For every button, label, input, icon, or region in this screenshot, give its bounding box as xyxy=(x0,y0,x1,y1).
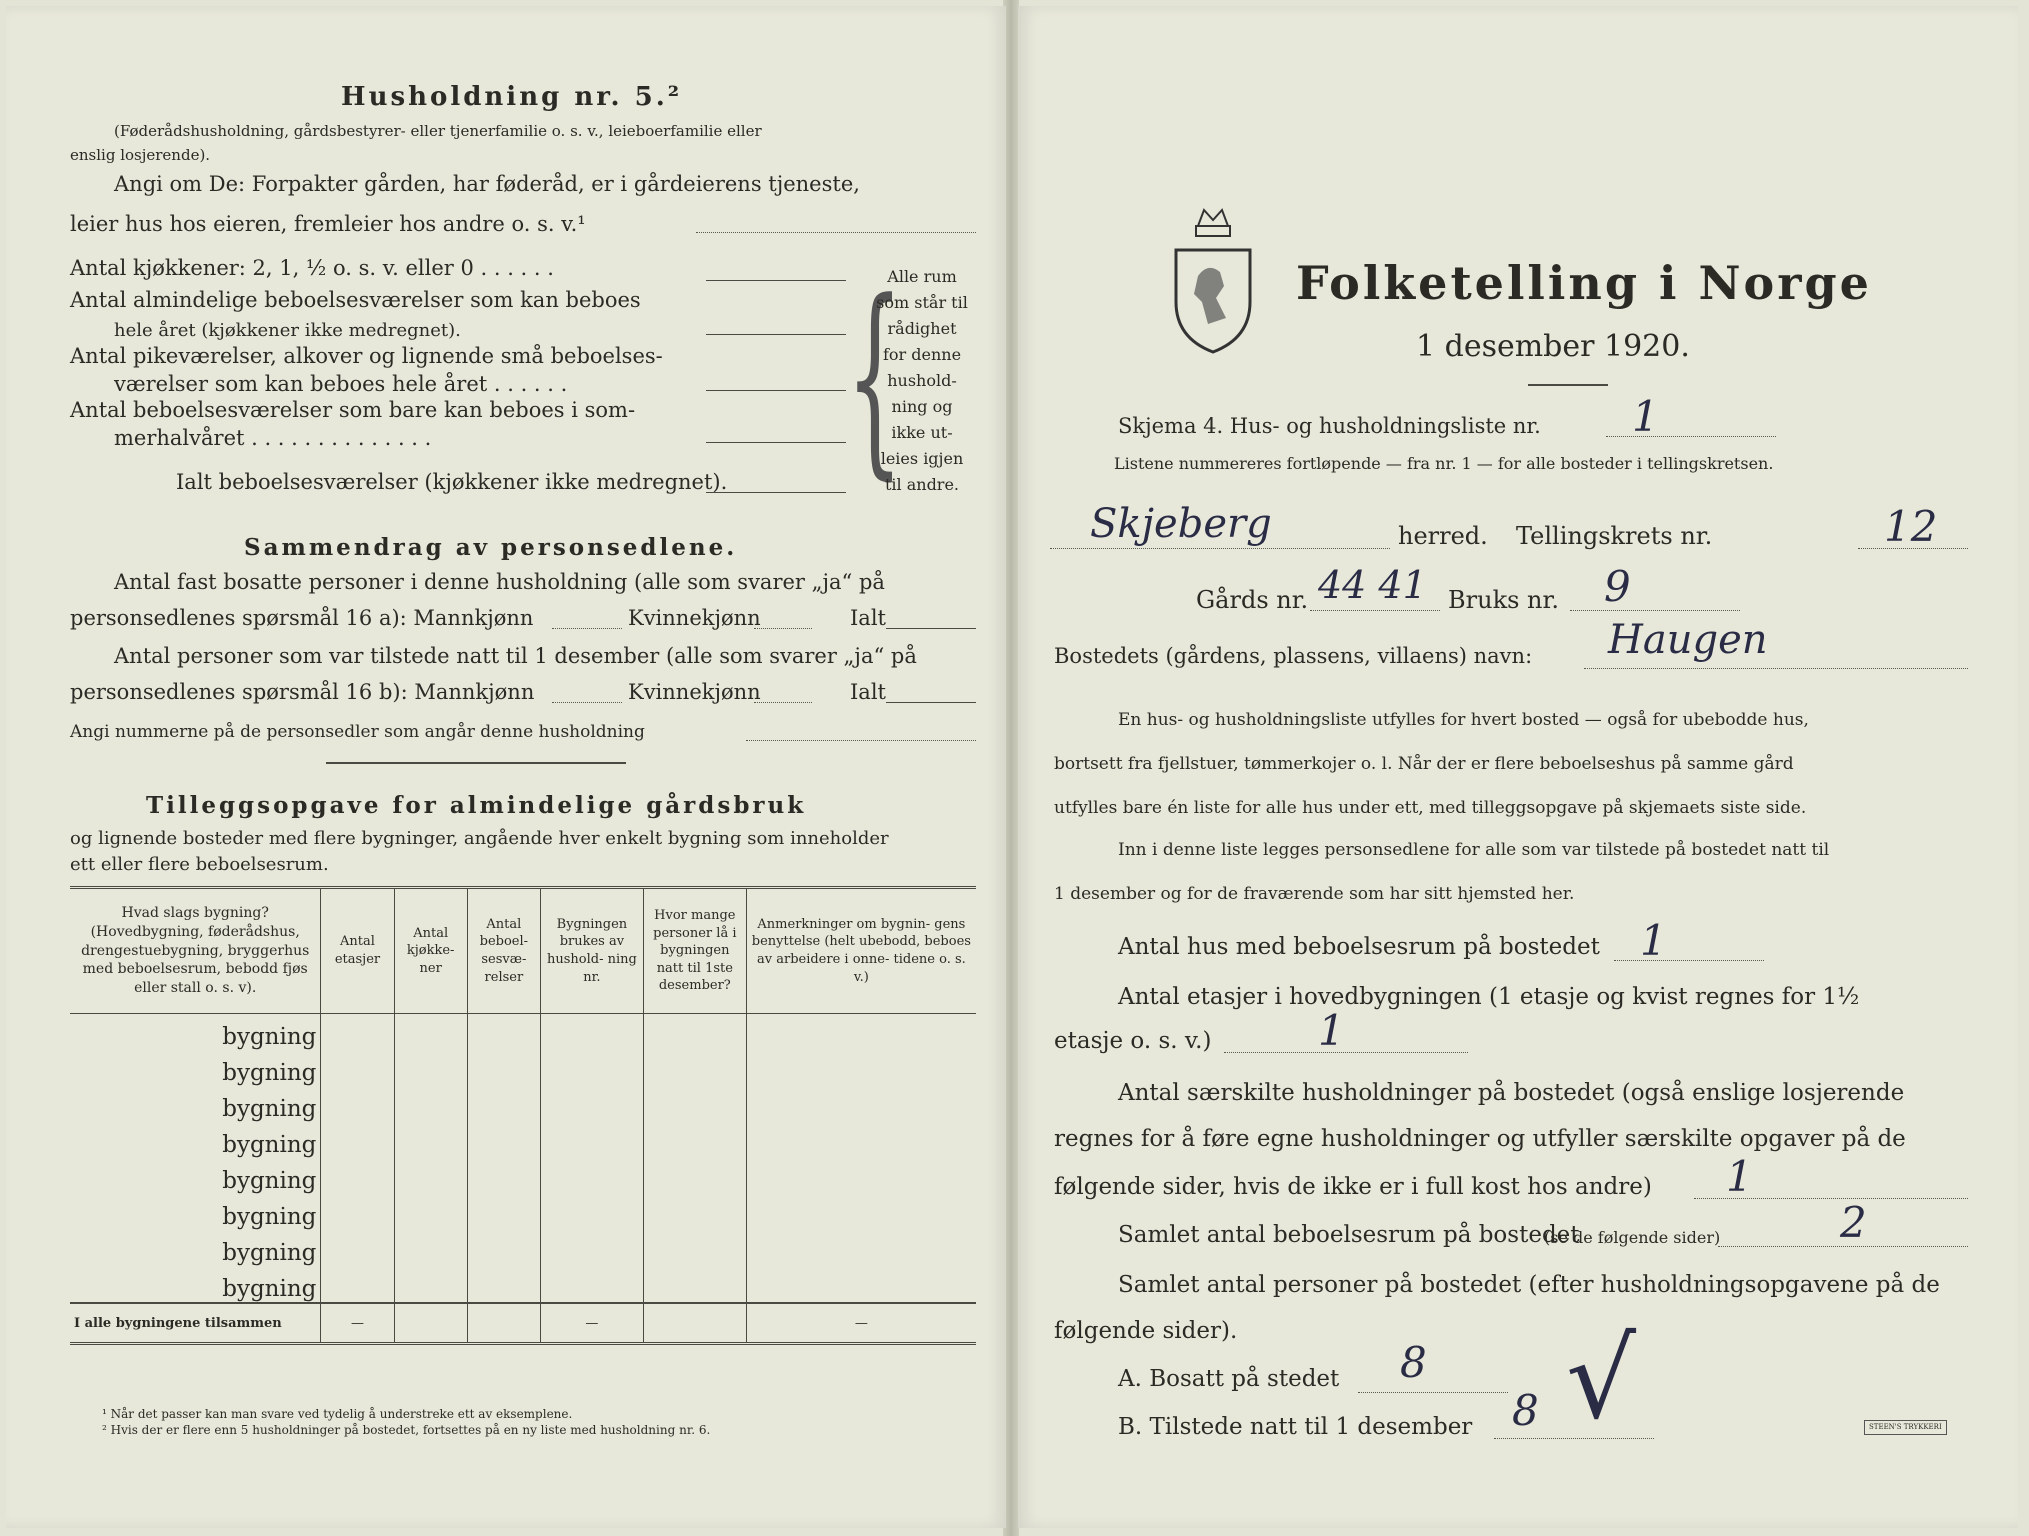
q-hush-value[interactable]: 1 xyxy=(1726,1152,1753,1201)
q-etasjer-line-1: Antal etasjer i hovedbygningen (1 etasje og kvist regnes for 1½ xyxy=(1118,984,1860,1010)
building-type-cell[interactable]: bygning xyxy=(222,1132,317,1158)
bosatt-fill-line xyxy=(1358,1392,1508,1393)
q-rum-note: (se de følgende sider) xyxy=(1544,1228,1721,1247)
table-cell[interactable] xyxy=(321,1266,394,1303)
rooms-line-sommer-2: merhalvåret . . . . . . . . . . . . . . xyxy=(114,426,432,450)
table-cell[interactable] xyxy=(540,1086,643,1122)
table-cell[interactable] xyxy=(746,1122,976,1158)
table-cell[interactable] xyxy=(746,1050,976,1086)
brace-note-line: Alle rum xyxy=(887,267,957,286)
col-header-building-type: Hvad slags bygning? (Hovedbygning, føderådshus, drengestuebygning, bryggerhus med beboelsesrum, bebodd fjøs eller stall o. s. v). xyxy=(81,904,310,997)
form-date: 1 desember 1920. xyxy=(1416,329,1690,364)
table-cell[interactable] xyxy=(394,1266,467,1303)
total-cell[interactable]: — xyxy=(321,1303,394,1344)
ialt-label-2: Ialt xyxy=(850,680,886,704)
bruks-fill-line xyxy=(1570,610,1740,611)
summary-line-4: personsedlenes spørsmål 16 b): Mannkjønn xyxy=(70,680,535,704)
table-cell[interactable] xyxy=(540,1014,643,1051)
summary-line-2: personsedlenes spørsmål 16 a): Mannkjønn xyxy=(70,606,534,630)
angi-nummerne-fill xyxy=(746,740,976,741)
instruction-line-4: Inn i denne liste legges personsedlene for alle som var tilstede på bostedet natt til xyxy=(1118,840,1830,860)
rooms-fill-3 xyxy=(706,390,846,391)
q-etasjer-fill-line xyxy=(1224,1052,1468,1053)
table-cell[interactable] xyxy=(321,1014,394,1051)
building-type-cell[interactable]: bygning xyxy=(222,1024,317,1050)
table-cell[interactable] xyxy=(467,1158,540,1194)
bosatt-label: A. Bosatt på stedet xyxy=(1118,1366,1340,1392)
total-cell[interactable] xyxy=(643,1303,746,1344)
table-row xyxy=(70,1014,976,1051)
table-cell[interactable] xyxy=(321,1230,394,1266)
instruction-line-1: En hus- og husholdningsliste utfylles for hvert bosted — også for ubebodde hus, xyxy=(1118,710,1809,730)
skjema-label: Skjema 4. Hus- og husholdningsliste nr. xyxy=(1118,414,1541,438)
q-rum-value[interactable]: 2 xyxy=(1840,1198,1867,1247)
table-row xyxy=(70,1050,976,1086)
kvinnekjonn-fill-1 xyxy=(754,628,812,629)
household-note-line-1: (Føderådshusholdning, gårdsbestyrer- eller tjenerfamilie o. s. v., leieboerfamilie eller xyxy=(114,122,762,140)
skjema-value[interactable]: 1 xyxy=(1632,392,1659,441)
table-cell[interactable] xyxy=(540,1122,643,1158)
table-cell[interactable] xyxy=(321,1122,394,1158)
q-pers-line-2: følgende sider). xyxy=(1054,1318,1238,1344)
table-cell[interactable] xyxy=(540,1266,643,1303)
section-divider xyxy=(326,762,626,764)
table-cell[interactable] xyxy=(643,1194,746,1230)
tillegg-line-1: og lignende bosteder med flere bygninger, angående hver enkelt bygning som inneholder xyxy=(70,828,889,849)
table-cell[interactable] xyxy=(746,1158,976,1194)
footnote-2: ² Hvis der er flere enn 5 husholdninger på bostedet, fortsettes på en ny liste med husholdning nr. 6. xyxy=(102,1423,711,1437)
right-page xyxy=(1018,6,2018,1528)
q-hush-line-1: Antal særskilte husholdninger på bostedet (også enslige losjerende xyxy=(1118,1080,1905,1106)
angi-line-1: Angi om De: Forpakter gården, har føderåd, er i gårdeierens tjeneste, xyxy=(114,172,860,196)
rooms-fill-1 xyxy=(706,280,846,281)
rooms-line-helearet: hele året (kjøkkener ikke medregnet). xyxy=(114,320,461,341)
instruction-line-3: utfylles bare én liste for alle hus under ett, med tilleggsopgave på skjemaets siste side. xyxy=(1054,798,1807,818)
mannkjonn-fill-1 xyxy=(552,628,622,629)
table-total-row xyxy=(70,1303,976,1344)
table-cell[interactable] xyxy=(643,1266,746,1303)
rooms-line-sommer: Antal beboelsesværelser som bare kan beboes i som- xyxy=(70,398,636,422)
table-cell[interactable] xyxy=(643,1122,746,1158)
table-header-row xyxy=(70,888,976,1014)
q-hus-fill-line xyxy=(1614,960,1764,961)
tellingskrets-value[interactable]: 12 xyxy=(1884,502,1938,551)
tillegg-title: Tilleggsopgave for almindelige gårdsbruk xyxy=(146,792,807,819)
brace-note-line: for denne xyxy=(882,345,962,364)
table-cell[interactable] xyxy=(467,1050,540,1086)
herred-label: herred. xyxy=(1398,522,1488,550)
title-divider xyxy=(1528,384,1608,386)
table-cell[interactable] xyxy=(746,1266,976,1303)
ialt-label-1: Ialt xyxy=(850,606,886,630)
rooms-fill-4 xyxy=(706,442,846,443)
brace-note xyxy=(872,264,972,498)
table-cell[interactable] xyxy=(394,1194,467,1230)
total-cell[interactable]: — xyxy=(746,1303,976,1344)
tellingskrets-label: Tellingskrets nr. xyxy=(1516,522,1713,550)
table-cell[interactable] xyxy=(394,1014,467,1051)
angi-nummerne: Angi nummerne på de personsedler som angår denne husholdning xyxy=(70,722,645,742)
brace-note-line: rådighet xyxy=(887,319,957,338)
kvinnekjonn-label-2: Kvinnekjønn xyxy=(628,680,761,704)
table-row xyxy=(70,1158,976,1194)
table-row xyxy=(70,1230,976,1266)
table-cell[interactable] xyxy=(394,1086,467,1122)
bruks-value[interactable]: 9 xyxy=(1604,562,1631,611)
table-cell[interactable] xyxy=(540,1050,643,1086)
table-cell[interactable] xyxy=(643,1230,746,1266)
total-cell[interactable] xyxy=(467,1303,540,1344)
table-cell[interactable] xyxy=(394,1230,467,1266)
listene-note: Listene nummereres fortløpende — fra nr. 1 — for alle bosteder i tellingskretsen. xyxy=(1114,454,1774,473)
brace-note-line: som står til xyxy=(876,293,968,312)
q-pers-line-1: Samlet antal personer på bostedet (efter husholdningsopgavene på de xyxy=(1118,1272,1940,1298)
gards-fill-line xyxy=(1310,610,1440,611)
table-cell[interactable] xyxy=(321,1050,394,1086)
table-cell[interactable] xyxy=(746,1014,976,1051)
tilstede-label: B. Tilstede natt til 1 desember xyxy=(1118,1414,1473,1440)
coat-of-arms-icon xyxy=(1168,206,1258,356)
building-type-cell[interactable]: bygning xyxy=(222,1204,317,1230)
building-type-cell[interactable]: bygning xyxy=(222,1240,317,1266)
col-header-remarks: Anmerkninger om bygnin- gens benyttelse (helt ubebodd, beboes av arbeidere i onne- tidene o. s. v.) xyxy=(746,888,976,1014)
table-cell[interactable] xyxy=(746,1230,976,1266)
summary-line-3: Antal personer som var tilstede natt til 1 desember (alle som svarer „ja“ på xyxy=(114,644,917,668)
printer-stamp: STEEN'S TRYKKERI xyxy=(1864,1420,1947,1435)
table-cell[interactable] xyxy=(321,1086,394,1122)
q-etasjer-value[interactable]: 1 xyxy=(1318,1006,1345,1055)
mannkjonn-fill-2 xyxy=(552,702,622,703)
gards-label: Gårds nr. xyxy=(1196,586,1309,614)
table-cell[interactable] xyxy=(746,1194,976,1230)
instruction-line-2: bortsett fra fjellstuer, tømmerkojer o. l. Når der er flere beboelseshus på samme gård xyxy=(1054,754,1794,774)
table-cell[interactable] xyxy=(321,1194,394,1230)
form-title: Folketelling i Norge xyxy=(1296,256,1872,310)
table-cell[interactable] xyxy=(643,1050,746,1086)
q-hush-line-3: følgende sider, hvis de ikke er i full kost hos andre) xyxy=(1054,1174,1652,1200)
q-hus-label: Antal hus med beboelsesrum på bostedet xyxy=(1118,934,1600,960)
gards-value[interactable]: 44 41 xyxy=(1318,563,1427,607)
household-title: Husholdning nr. 5.² xyxy=(341,82,683,112)
col-header-persons: Hvor mange personer lå i bygningen natt til 1ste desember? xyxy=(643,888,746,1014)
col-header-household-nr: Bygningen brukes av hushold- ning nr. xyxy=(540,888,643,1014)
brace-note-line: til andre. xyxy=(884,475,960,494)
brace-symbol: { xyxy=(846,257,904,500)
brace-note-line: hushold- xyxy=(887,371,957,390)
table-cell[interactable] xyxy=(643,1086,746,1122)
building-type-cell[interactable]: bygning xyxy=(222,1276,317,1302)
angi-fill-line xyxy=(696,232,976,233)
table-row xyxy=(70,1086,976,1122)
bostedets-fill-line xyxy=(1584,668,1968,669)
building-type-cell[interactable]: bygning xyxy=(222,1168,317,1194)
buildings-table xyxy=(70,886,976,1345)
brace-note-line: ikke ut- xyxy=(891,423,953,442)
table-cell[interactable] xyxy=(540,1230,643,1266)
kvinnekjonn-fill-2 xyxy=(754,702,812,703)
table-cell[interactable] xyxy=(643,1158,746,1194)
summary-line-1: Antal fast bosatte personer i denne husholdning (alle som svarer „ja“ på xyxy=(114,570,885,594)
instruction-line-5: 1 desember og for de fraværende som har sitt hjemsted her. xyxy=(1054,884,1575,904)
rooms-line-pike-2: værelser som kan beboes hele året . . . . . . xyxy=(114,372,568,396)
left-page xyxy=(6,6,1006,1528)
rooms-fill-2 xyxy=(706,334,846,335)
herred-value[interactable]: Skjeberg xyxy=(1090,501,1272,547)
bruks-label: Bruks nr. xyxy=(1448,586,1559,614)
table-row xyxy=(70,1194,976,1230)
table-cell[interactable] xyxy=(467,1086,540,1122)
household-note-line-2: enslig losjerende). xyxy=(70,146,211,164)
ialt-rooms-fill xyxy=(706,492,846,493)
kvinnekjonn-label-1: Kvinnekjønn xyxy=(628,606,761,630)
tilstede-value[interactable]: 8 xyxy=(1512,1386,1539,1435)
table-cell[interactable] xyxy=(467,1194,540,1230)
ialt-rooms-label: Ialt beboelsesværelser (kjøkkener ikke medregnet). xyxy=(176,470,728,494)
col-header-kjokkener: Antal kjøkke- ner xyxy=(394,888,467,1014)
table-cell[interactable] xyxy=(746,1086,976,1122)
table-row xyxy=(70,1122,976,1158)
col-header-etasjer: Antal etasjer xyxy=(321,888,394,1014)
table-cell[interactable] xyxy=(321,1158,394,1194)
building-type-cell[interactable]: bygning xyxy=(222,1096,317,1122)
table-cell[interactable] xyxy=(540,1194,643,1230)
q-hus-value[interactable]: 1 xyxy=(1640,916,1667,965)
bostedets-label: Bostedets (gårdens, plassens, villaens) navn: xyxy=(1054,644,1533,668)
herred-fill-line xyxy=(1050,548,1390,549)
q-hush-line-2: regnes for å føre egne husholdninger og utfyller særskilte opgaver på de xyxy=(1054,1126,1906,1152)
table-cell[interactable] xyxy=(394,1158,467,1194)
total-label: I alle bygningene tilsammen xyxy=(70,1303,321,1344)
building-type-cell[interactable]: bygning xyxy=(222,1060,317,1086)
summary-title: Sammendrag av personsedlene. xyxy=(244,534,738,561)
rooms-line-pike: Antal pikeværelser, alkover og lignende små beboelses- xyxy=(70,344,663,368)
brace-note-line: leies igjen xyxy=(880,449,964,468)
table-cell[interactable] xyxy=(394,1050,467,1086)
table-cell[interactable] xyxy=(540,1158,643,1194)
footnote-1: ¹ Når det passer kan man svare ved tydelig å understreke ett av eksemplene. xyxy=(102,1407,573,1421)
brace-note-line: ning og xyxy=(891,397,953,416)
angi-line-2: leier hus hos eieren, fremleier hos andre o. s. v.¹ xyxy=(70,212,586,236)
q-rum-label: Samlet antal beboelsesrum på bostedet xyxy=(1118,1222,1580,1248)
table-cell[interactable] xyxy=(467,1014,540,1051)
q-etasjer-line-2: etasje o. s. v.) xyxy=(1054,1028,1212,1054)
check-mark: √ xyxy=(1566,1315,1637,1443)
tillegg-line-2: ett eller flere beboelsesrum. xyxy=(70,854,329,875)
col-header-rooms: Antal beboel- sesvæ- relser xyxy=(467,888,540,1014)
total-cell[interactable] xyxy=(394,1303,467,1344)
table-cell[interactable] xyxy=(467,1230,540,1266)
table-cell[interactable] xyxy=(467,1122,540,1158)
table-row xyxy=(70,1266,976,1303)
bosatt-value[interactable]: 8 xyxy=(1400,1338,1427,1387)
rooms-line-almindelige: Antal almindelige beboelsesværelser som kan beboes xyxy=(70,288,641,312)
table-cell[interactable] xyxy=(643,1014,746,1051)
ialt-fill-1 xyxy=(886,628,976,629)
rooms-line-kjokkener: Antal kjøkkener: 2, 1, ½ o. s. v. eller 0 . . . . . . xyxy=(70,256,554,280)
table-cell[interactable] xyxy=(467,1266,540,1303)
total-cell[interactable]: — xyxy=(540,1303,643,1344)
bostedets-value[interactable]: Haugen xyxy=(1608,617,1768,663)
ialt-fill-2 xyxy=(886,702,976,703)
table-cell[interactable] xyxy=(394,1122,467,1158)
